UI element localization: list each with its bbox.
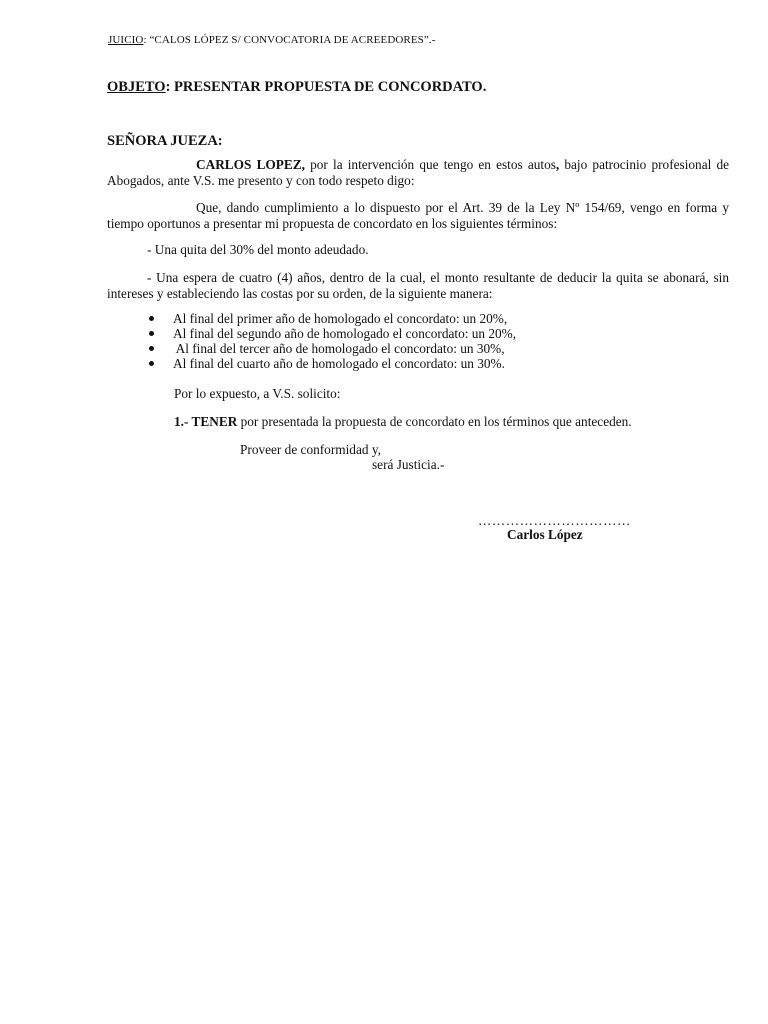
intro-comma: ,	[555, 157, 560, 172]
petition-text: por presentada la propuesta de concordato en los términos que anteceden.	[237, 414, 632, 429]
case-header-title: : “CALOS LÓPEZ S/ CONVOCATORIA DE ACREEDORES”.-	[143, 34, 436, 46]
closing-line-2: será Justicia.-	[372, 457, 445, 472]
intro-text-2: bajo patrocinio profesional de Abogados, ante V.S. me presento y con todo respeto digo:	[107, 157, 730, 188]
document-subject	[107, 79, 486, 96]
bullet-icon	[149, 316, 154, 321]
signer-name: Carlos López	[507, 527, 583, 542]
list-item-text: Al final del primer año de homologado el concordato: un 20%,	[173, 311, 508, 326]
bullet-icon	[149, 346, 154, 351]
subject-text: : PRESENTAR PROPUESTA DE CONCORDATO.	[165, 79, 487, 95]
subject-label: OBJETO	[107, 79, 166, 95]
signature-line: ……………………………	[478, 513, 631, 528]
list-item-text: Al final del segundo año de homologado el concordato: un 20%,	[173, 326, 517, 341]
bullet-icon	[149, 331, 154, 336]
case-header-label: JUICIO	[108, 34, 144, 46]
reduction-term: - Una quita del 30% del monto adeudado.	[147, 242, 369, 257]
list-item	[148, 326, 516, 341]
payment-schedule-list	[148, 311, 516, 371]
party-name: CARLOS LOPEZ,	[196, 157, 305, 172]
petition-item	[174, 414, 632, 430]
salutation: SEÑORA JUEZA:	[107, 133, 223, 149]
list-item-text: Al final del cuarto año de homologado el concordato: un 30%.	[173, 356, 505, 371]
request-intro: Por lo expuesto, a V.S. solicito:	[174, 386, 341, 401]
list-item	[148, 311, 516, 326]
list-item-text: Al final del tercer año de homologado el concordato: un 30%,	[173, 341, 505, 356]
case-header	[108, 34, 435, 46]
list-item	[148, 341, 516, 356]
bullet-icon	[149, 361, 154, 366]
intro-text-1: por la intervención que tengo en estos autos	[304, 157, 556, 172]
waiting-term: - Una espera de cuatro (4) años, dentro de la cual, el monto resultante de deducir la quita se abonará, sin intereses y estableciendo las costas por su orden, de la siguiente manera:	[107, 270, 729, 301]
legal-basis-paragraph: Que, dando cumplimiento a lo dispuesto por el Art. 39 de la Ley Nº 154/69, vengo en forma y tiempo oportunos a presentar mi propuesta de concordato en los siguientes términos:	[107, 200, 729, 231]
petition-number: 1.- TENER	[174, 414, 238, 429]
closing-line-1: Proveer de conformidad y,	[240, 442, 381, 457]
list-item	[148, 356, 516, 371]
intro-paragraph	[107, 157, 729, 189]
